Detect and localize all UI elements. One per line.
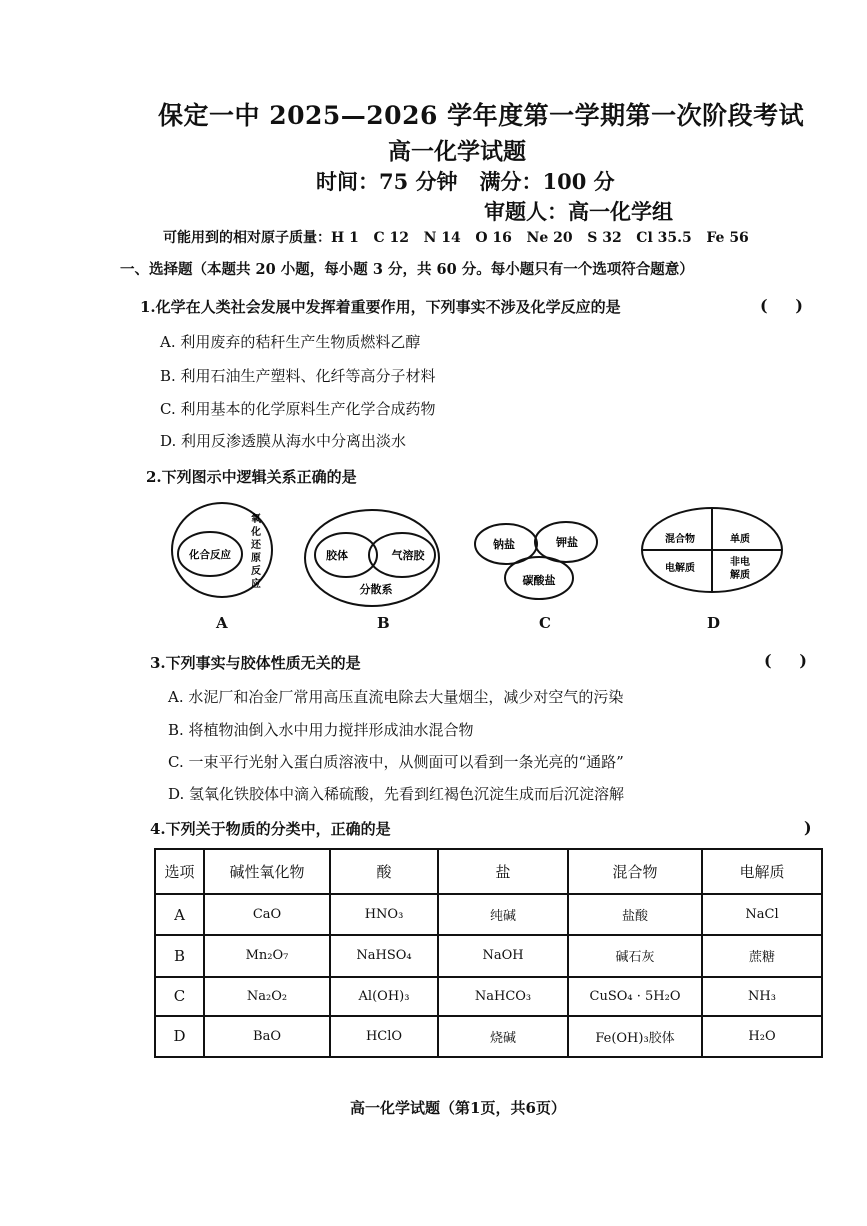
atomic-masses-line: 可能用到的相对原子质量：H 1 C 12 N 14 O 16 Ne 20 S 32 Cl 35.5 Fe 56 — [163, 230, 749, 246]
diagram-d-tl-label: 混合物 — [665, 534, 695, 545]
table-cell: Fe(OH)₃胶体 — [568, 1016, 702, 1057]
table-cell: NaOH — [438, 935, 568, 976]
diagram-b-left-label: 胶体 — [326, 549, 348, 562]
question-1-stem: 1.化学在人类社会发展中发挥着重要作用，下列事实不涉及化学反应的是 — [140, 298, 621, 316]
table-header-row — [155, 849, 822, 894]
diagram-a-vertical-2: 化 — [251, 527, 261, 538]
table-cell: 纯碱 — [438, 894, 568, 935]
diagram-b — [305, 510, 439, 606]
page-footer: 高一化学试题（第1页，共6页） — [350, 1099, 566, 1117]
question-4-stem: 4.下列关于物质的分类中，正确的是 — [150, 820, 391, 838]
diagram-a-vertical-5: 反 — [251, 566, 261, 577]
reviewer-line: 审题人：高一化学组 — [484, 199, 673, 224]
question-3-option-c: C. 一束平行光射入蛋白质溶液中，从侧面可以看到一条光亮的“通路” — [168, 753, 624, 771]
table-cell: 蔗糖 — [702, 935, 822, 976]
time-score-line: 时间：75 分钟 满分：100 分 — [316, 169, 615, 194]
table-cell: HClO — [330, 1016, 438, 1057]
question-1-option-a: A. 利用废弃的秸秆生产生物质燃料乙醇 — [160, 333, 421, 351]
table-cell: Al(OH)₃ — [330, 977, 438, 1016]
table-cell: H₂O — [702, 1016, 822, 1057]
question-3-answer-paren: ( ) — [764, 651, 807, 670]
diagram-c-right-label: 钾盐 — [556, 536, 578, 549]
diagram-a — [172, 503, 272, 597]
question-3-option-d: D. 氢氧化铁胶体中滴入稀硫酸，先看到红褐色沉淀生成而后沉淀溶解 — [168, 785, 625, 803]
diagram-a-inner-label: 化合反应 — [189, 549, 231, 561]
diagram-c-left-label: 钠盐 — [493, 538, 515, 551]
table-cell: CaO — [204, 894, 330, 935]
table-cell: NaHSO₄ — [330, 935, 438, 976]
diagram-a-vertical-1: 氧 — [251, 514, 261, 525]
table-header: 电解质 — [702, 849, 822, 894]
question-4-answer-paren: ) — [804, 818, 812, 837]
table-row — [155, 935, 822, 976]
question-2-diagrams — [0, 495, 867, 635]
diagram-b-outer-label: 分散系 — [359, 583, 393, 596]
diagram-d-bl-label: 电解质 — [665, 563, 695, 574]
question-3-stem: 3.下列事实与胶体性质无关的是 — [150, 654, 361, 672]
diagram-d-tr-label: 单质 — [730, 534, 750, 545]
diagram-c-bottom-label: 碳酸盐 — [522, 574, 556, 587]
table-header: 碱性氧化物 — [204, 849, 330, 894]
table-cell: D — [155, 1016, 204, 1057]
table-cell: A — [155, 894, 204, 935]
diagram-d — [642, 508, 782, 592]
table-cell: Mn₂O₇ — [204, 935, 330, 976]
question-3-option-a: A. 水泥厂和冶金厂常用高压直流电除去大量烟尘，减少对空气的污染 — [168, 688, 624, 706]
table-cell: 碱石灰 — [568, 935, 702, 976]
table-cell: CuSO₄ · 5H₂O — [568, 977, 702, 1016]
diagram-d-br-label-2: 解质 — [730, 570, 750, 581]
table-cell: NaCl — [702, 894, 822, 935]
table-cell: C — [155, 977, 204, 1016]
table-cell: NaHCO₃ — [438, 977, 568, 1016]
question-1-answer-paren: ( ) — [760, 296, 803, 315]
question-1-option-d: D. 利用反渗透膜从海水中分离出淡水 — [160, 432, 407, 450]
table-header: 酸 — [330, 849, 438, 894]
table-cell: BaO — [204, 1016, 330, 1057]
section-heading: 一、选择题（本题共 20 小题，每小题 3 分，共 60 分。每小题只有一个选项符合题意） — [120, 261, 694, 278]
table-header: 盐 — [438, 849, 568, 894]
table-row — [155, 894, 822, 935]
question-1-option-b: B. 利用石油生产塑料、化纤等高分子材料 — [160, 367, 436, 385]
diagram-label-a: A — [216, 614, 228, 632]
exam-subtitle: 高一化学试题 — [388, 138, 526, 165]
question-3-option-b: B. 将植物油倒入水中用力搅拌形成油水混合物 — [168, 721, 474, 739]
table-cell: 烧碱 — [438, 1016, 568, 1057]
table-header: 选项 — [155, 849, 204, 894]
diagram-a-vertical-6: 应 — [251, 579, 261, 590]
diagram-label-d: D — [707, 614, 721, 632]
table-cell: HNO₃ — [330, 894, 438, 935]
table-cell: B — [155, 935, 204, 976]
classification-table — [154, 848, 823, 1058]
diagram-b-right-label: 气溶胶 — [391, 549, 425, 562]
table-row — [155, 977, 822, 1016]
table-cell: NH₃ — [702, 977, 822, 1016]
question-1-option-c: C. 利用基本的化学原料生产化学合成药物 — [160, 400, 436, 418]
question-2-stem: 2.下列图示中逻辑关系正确的是 — [146, 468, 357, 486]
diagram-a-vertical-3: 还 — [251, 540, 261, 551]
diagram-label-b: B — [377, 614, 390, 632]
diagram-a-vertical-4: 原 — [251, 553, 261, 564]
table-cell: 盐酸 — [568, 894, 702, 935]
exam-title: 保定一中 2025—2026 学年度第一学期第一次阶段考试 — [158, 101, 805, 130]
table-cell: Na₂O₂ — [204, 977, 330, 1016]
table-header: 混合物 — [568, 849, 702, 894]
diagram-c — [475, 522, 597, 599]
diagram-d-br-label-1: 非电 — [730, 557, 750, 568]
table-row — [155, 1016, 822, 1057]
diagram-label-c: C — [539, 614, 551, 632]
